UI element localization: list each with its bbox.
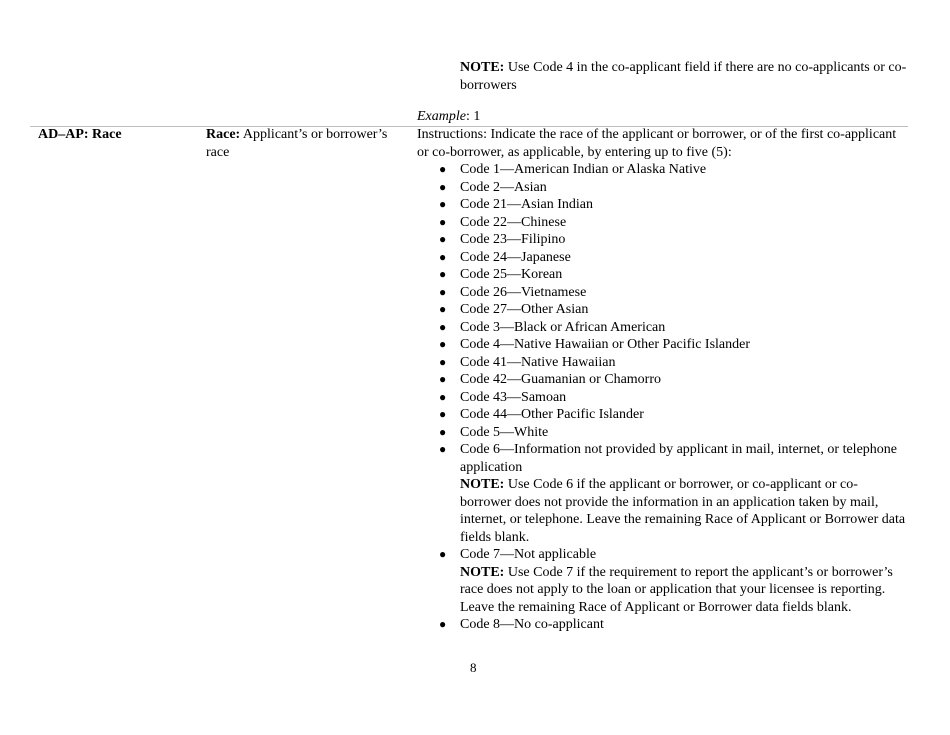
- bullet-icon: ●: [439, 214, 447, 229]
- code-text: Code 3—Black or African American: [460, 319, 666, 335]
- list-item: [417, 441, 907, 546]
- code-text: Code 23—Filipino: [460, 232, 566, 247]
- field-description: [206, 126, 406, 161]
- note-text: Use Code 6 if the applicant or borrower, or co-applicant or co-borrower does not provide the information in an application taken by mail, internet, or telephone. Leave the remaining Race of Applicant or Borrower data fields blank.: [460, 477, 906, 545]
- note-label: NOTE:: [460, 477, 505, 492]
- list-item: [417, 196, 907, 214]
- bullet-icon: ●: [439, 319, 447, 334]
- bullet-icon: ●: [439, 354, 447, 369]
- bullet-icon: ●: [439, 284, 447, 299]
- list-item: [417, 179, 907, 197]
- example-label: Example: [417, 109, 466, 124]
- list-item: [417, 406, 907, 424]
- instructions-cell: [417, 126, 907, 634]
- example-value: : 1: [465, 109, 481, 124]
- code-text: Code 1—American Indian or Alaska Native: [460, 162, 707, 177]
- code-text: Code 26—Vietnamese: [460, 284, 587, 300]
- list-item: [417, 161, 907, 179]
- code-text: Code 24—Japanese: [460, 249, 571, 265]
- code-text: Code 5—White: [460, 424, 549, 440]
- list-item: [417, 371, 907, 389]
- code-text: Code 8—No co-applicant: [460, 617, 604, 632]
- top-note-label: NOTE:: [460, 60, 505, 75]
- top-note-text: Use Code 4 in the co-applicant field if there are no co-applicants or co-borrowers: [460, 60, 907, 93]
- list-item: [417, 249, 907, 267]
- note-text: Use Code 7 if the requirement to report the applicant’s or borrower’s race does not apply to the loan or application that your licensee is reporting. Leave the remaining Race of Applicant or Borrower data fields blank.: [460, 564, 893, 615]
- bullet-icon: ●: [439, 302, 447, 316]
- note-label: NOTE:: [460, 564, 505, 580]
- code-list: [417, 161, 907, 634]
- field-id: AD–AP: Race: [38, 127, 122, 142]
- list-item: [417, 301, 907, 319]
- bullet-icon: ●: [439, 617, 447, 631]
- list-item: [417, 336, 907, 354]
- bullet-icon: ●: [439, 442, 447, 456]
- bullet-icon: ●: [439, 197, 447, 211]
- bullet-icon: ●: [439, 424, 447, 439]
- bullet-icon: ●: [439, 407, 447, 421]
- list-item: [417, 546, 907, 616]
- list-item: [417, 616, 907, 634]
- code-text: Code 25—Korean: [460, 267, 563, 282]
- code-text: Code 21—Asian Indian: [460, 197, 593, 212]
- code-text: Code 22—Chinese: [460, 214, 567, 230]
- bullet-icon: ●: [439, 249, 447, 264]
- list-item: [417, 354, 907, 372]
- code-text: Code 43—Samoan: [460, 389, 567, 405]
- page-number: 8: [470, 660, 477, 675]
- code-text: Code 2—Asian: [460, 179, 547, 195]
- code-text: Code 4—Native Hawaiian or Other Pacific Islander: [460, 337, 751, 352]
- list-item: [417, 231, 907, 249]
- list-item: [417, 214, 907, 232]
- code-note: [460, 564, 907, 617]
- list-item: [417, 389, 907, 407]
- code-text: Code 42—Guamanian or Chamorro: [460, 372, 662, 387]
- top-note: [460, 59, 910, 94]
- bullet-icon: ●: [439, 267, 447, 281]
- bullet-icon: ●: [439, 389, 447, 404]
- code-note: [460, 476, 907, 546]
- bullet-icon: ●: [439, 232, 447, 246]
- bullet-icon: ●: [439, 372, 447, 386]
- list-item: [417, 284, 907, 302]
- example-line: [417, 108, 480, 126]
- code-text: Code 44—Other Pacific Islander: [460, 407, 644, 422]
- bullet-icon: ●: [439, 547, 447, 561]
- bullet-icon: ●: [439, 179, 447, 194]
- code-text: Code 27—Other Asian: [460, 302, 589, 317]
- code-text: Code 6—Information not provided by applicant in mail, internet, or telephone application: [460, 442, 898, 475]
- instructions-text: Instructions: Indicate the race of the applicant or borrower, or of the first co-applicant or co-borrower, as applicable, by entering up to five (5):: [417, 127, 897, 160]
- bullet-icon: ●: [439, 337, 447, 351]
- list-item: [417, 319, 907, 337]
- list-item: [417, 266, 907, 284]
- bullet-icon: ●: [439, 162, 447, 176]
- field-desc: Applicant’s or borrower’s race: [206, 127, 388, 160]
- field-label: Race:: [206, 127, 241, 142]
- code-text: Code 7—Not applicable: [460, 547, 597, 562]
- list-item: [417, 424, 907, 442]
- code-text: Code 41—Native Hawaiian: [460, 354, 616, 370]
